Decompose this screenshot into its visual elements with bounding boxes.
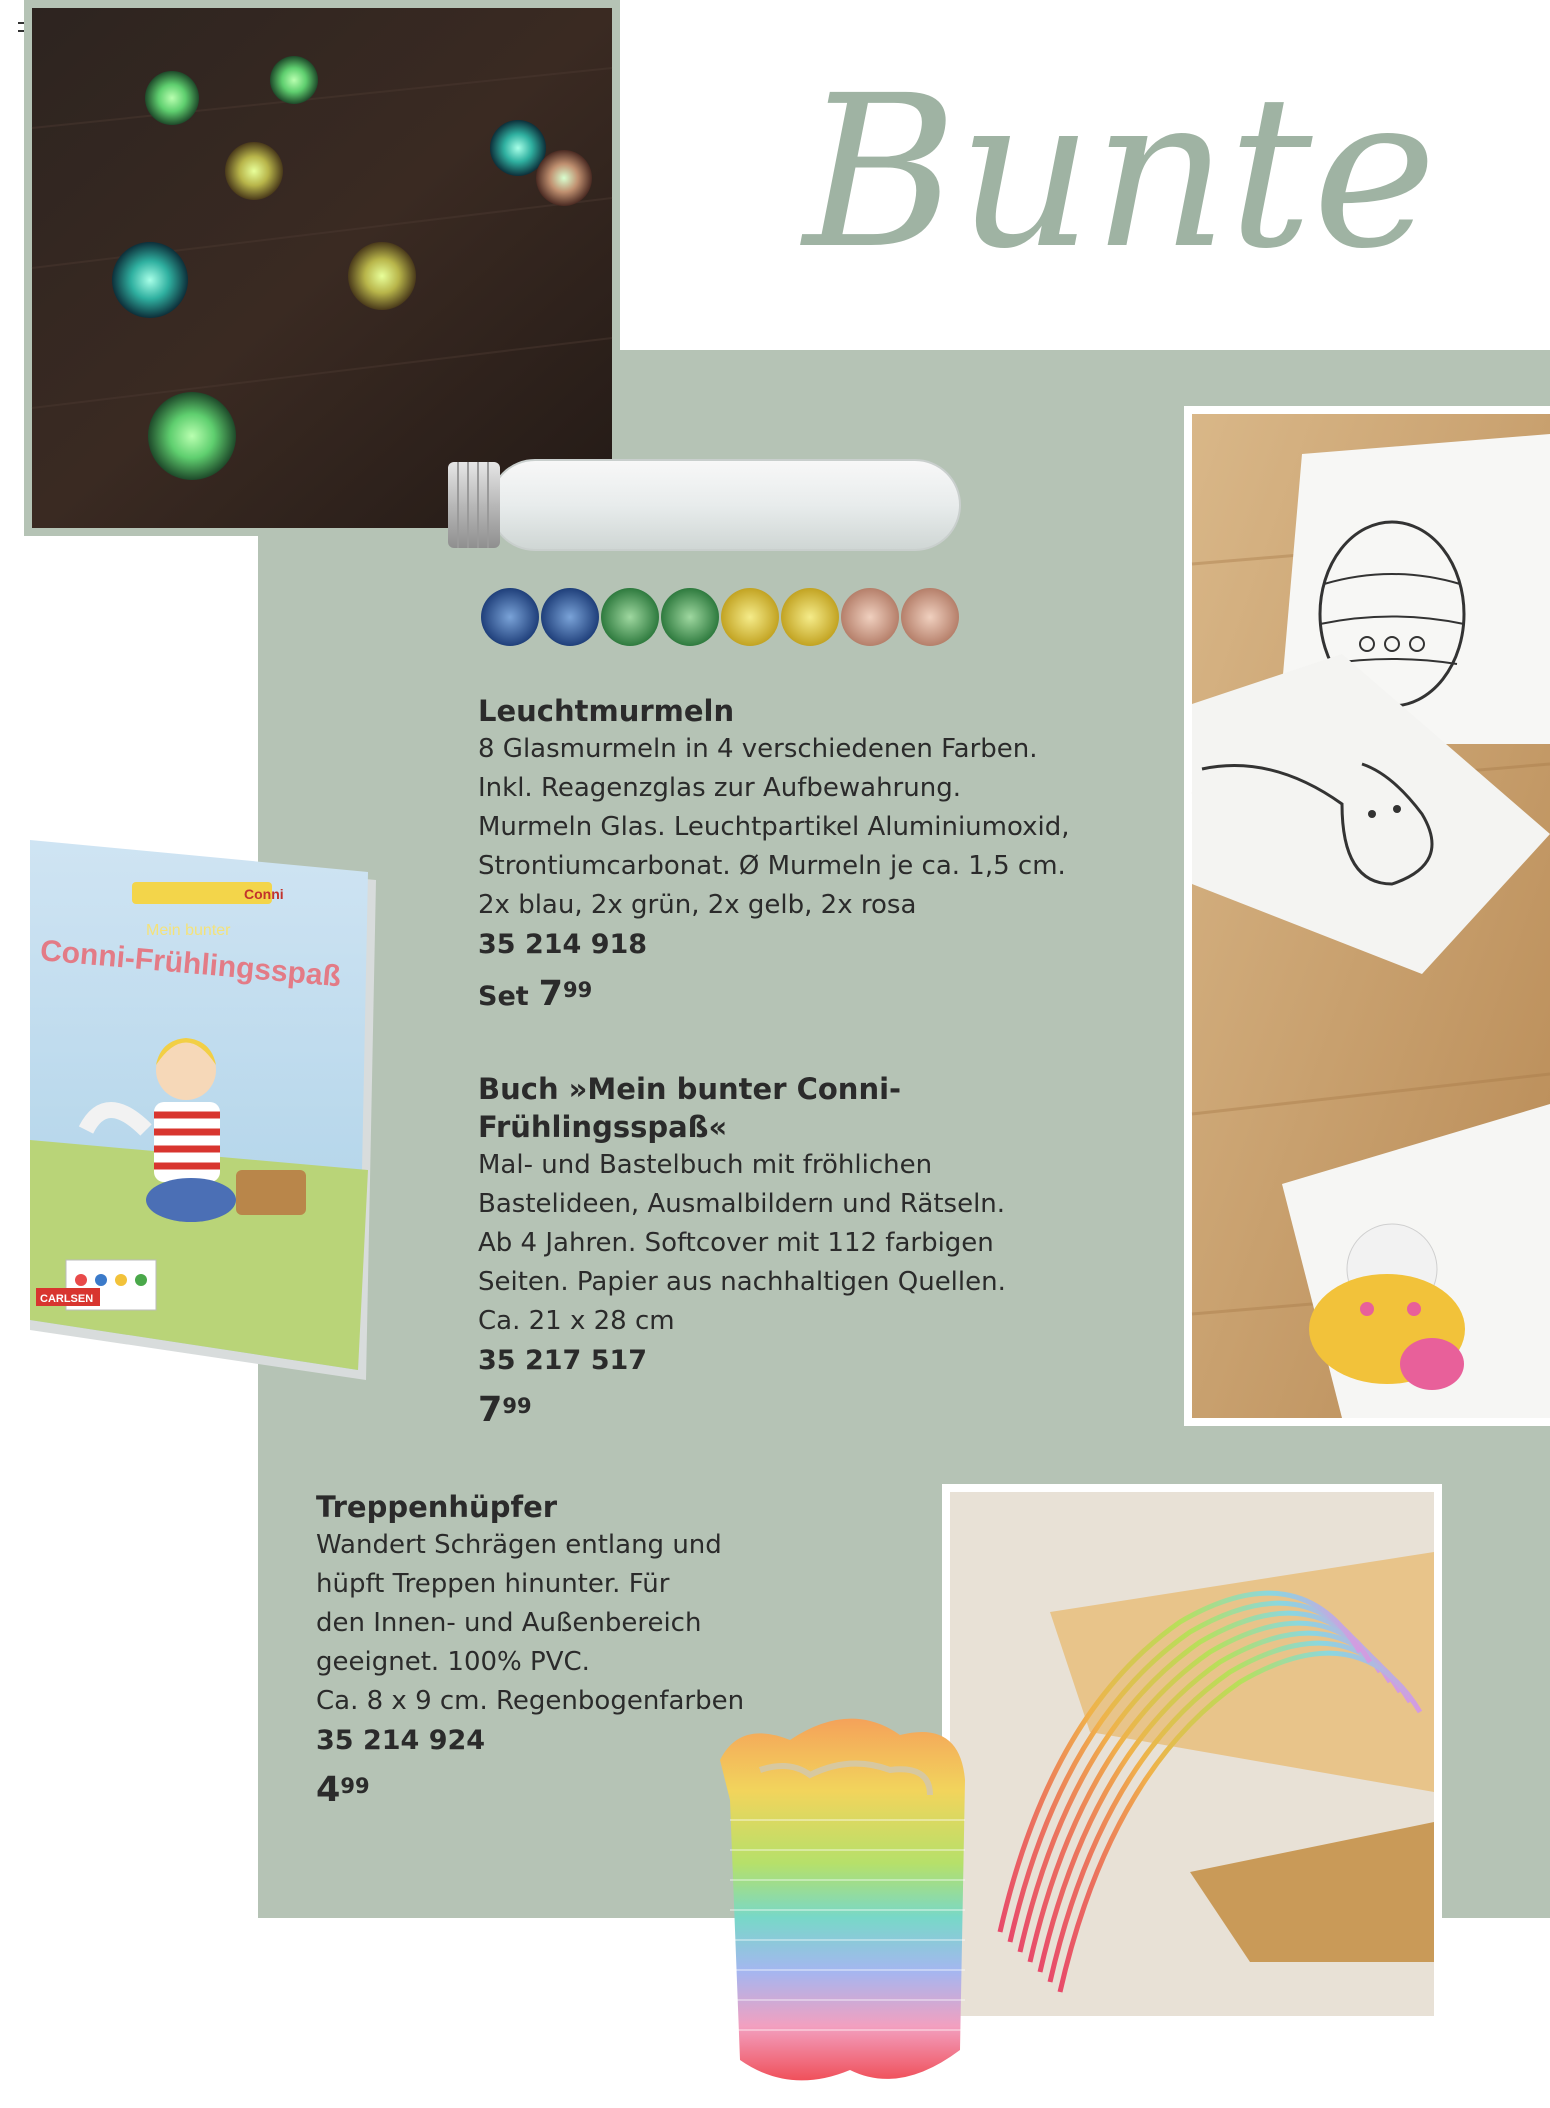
svg-text:CARLSEN: CARLSEN bbox=[40, 1293, 94, 1305]
marble-8 bbox=[148, 392, 236, 480]
product-leuchtmurmeln bbox=[478, 692, 1118, 1021]
marble-6 bbox=[112, 242, 188, 318]
price: Set $7^{99}$ bbox=[478, 974, 593, 1014]
marble-1 bbox=[145, 71, 199, 125]
article-number: 35 214 924 bbox=[316, 1725, 486, 1756]
svg-text:Mein bunter: Mein bunter bbox=[146, 922, 231, 939]
product-title: Leuchtmurmeln bbox=[478, 694, 735, 728]
product-treppenhuepfer bbox=[316, 1488, 776, 1814]
conni-book-cover bbox=[26, 840, 386, 1380]
marble-3 bbox=[225, 142, 283, 200]
article-number: 35 217 517 bbox=[478, 1345, 648, 1376]
product-description: Wandert Schrägen entlang und hüpft Treppen hinunter. Für den Innen- und Außenbereich geeignet. 100% PVC. Ca. 8 x 9 cm. Regenbogenfarben bbox=[316, 1530, 745, 1716]
marble-2 bbox=[270, 56, 318, 104]
test-tube-image bbox=[440, 450, 980, 665]
product-conni-book bbox=[478, 1070, 1118, 1434]
marble-5 bbox=[536, 150, 592, 206]
article-number: 35 214 918 bbox=[478, 929, 648, 960]
svg-text:Bunte: Bunte bbox=[803, 50, 1437, 295]
svg-text:Conni: Conni bbox=[244, 886, 284, 902]
marble-4 bbox=[490, 120, 546, 176]
page-title bbox=[803, 20, 1437, 320]
product-title: Buch »Mein bunter Conni- Frühlingsspaß« bbox=[478, 1072, 902, 1144]
svg-text:Conni-Frühlingsspaß: Conni-Frühlingsspaß bbox=[38, 934, 343, 994]
product-description: 8 Glasmurmeln in 4 verschiedenen Farben. Inkl. Reagenzglas zur Aufbewahrung. Murmeln Glas. Leuchtpartikel Aluminiumoxid, Strontiumcarbonat. Ø Murmeln je ca. 1,5 cm. 2x blau, 2x grün, 2x gelb, 2x rosa bbox=[478, 734, 1070, 920]
product-title: Treppenhüpfer bbox=[316, 1490, 558, 1524]
easter-drawings-photo bbox=[1184, 406, 1550, 1426]
price: $7^{99}$ bbox=[478, 1390, 532, 1430]
price: $4^{99}$ bbox=[316, 1770, 370, 1810]
slinky-photo bbox=[942, 1484, 1442, 2024]
marble-7 bbox=[348, 242, 416, 310]
product-description: Mal- und Bastelbuch mit fröhlichen Bastelideen, Ausmalbildern und Rätseln. Ab 4 Jahren. Softcover mit 112 farbigen Seiten. Papier aus nachhaltigen Quellen. Ca. 21 x 28 cm bbox=[478, 1150, 1006, 1336]
